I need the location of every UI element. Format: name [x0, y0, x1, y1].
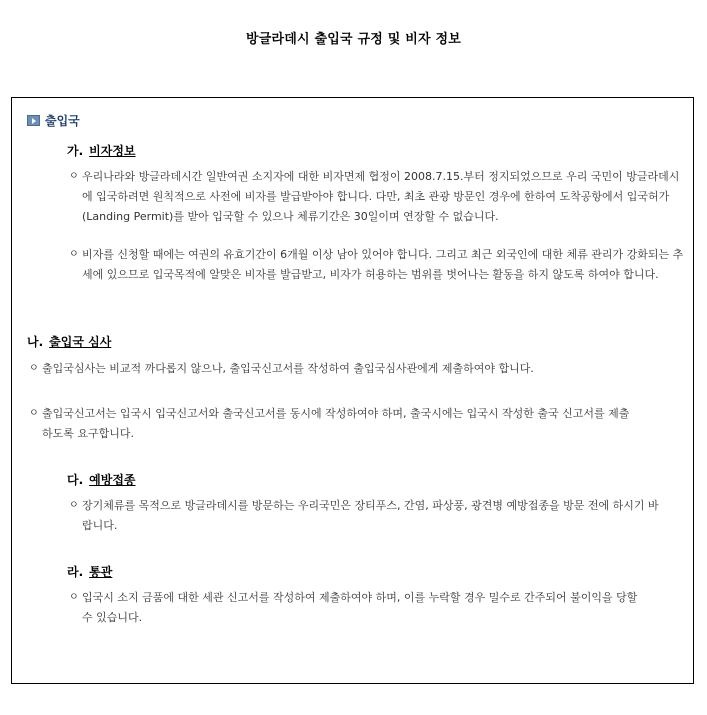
- immigration-item-1-text: 출입국심사는 비교적 까다롭지 않으나, 출입국신고서를 작성하여 출입국심사관에게 제출하여야 합니다.: [42, 362, 534, 375]
- bullet-icon: ㅇ: [69, 500, 79, 511]
- immigration-title: 출입국 심사: [49, 335, 112, 349]
- bullet-icon: ㅇ: [69, 592, 79, 603]
- vaccination-item-1-text: 장기체류를 목적으로 방글라데시를 방문하는 우리국민은 장티푸스, 간염, 파상풍, 광견병 예방접종을 방문 전에 하시기 바랍니다.: [82, 499, 659, 532]
- immigration-item-1: [29, 359, 639, 379]
- visa-item-2: [69, 245, 684, 285]
- visa-heading: [67, 142, 136, 159]
- immigration-item-2: [29, 404, 639, 444]
- customs-item-1: [69, 588, 649, 628]
- immigration-item-2-text: 출입국신고서는 입국시 입국신고서와 출국신고서를 동시에 작성하여야 하며, 출국시에는 입국시 작성한 출국 신고서를 제출하도록 요구합니다.: [42, 407, 630, 440]
- visa-item-1-text: 우리나라와 방글라데시간 일반여권 소지자에 대한 비자면제 협정이 2008.7.15.부터 정지되었으므로 우리 국민이 방글라데시에 입국하려면 원칙적으로 사전에 비자를 발급받아야 합니다. 다만, 최초 관광 방문인 경우에 한하여 도착공항에서 입국허가(Landing Permit)를 받아 입국할 수 있으나 체류기간은 30일이며 연장할 수 없습니다.: [82, 170, 680, 223]
- immigration-index: 나.: [27, 335, 44, 349]
- vaccination-item-1: [69, 496, 669, 536]
- vaccination-index: 다.: [67, 473, 84, 487]
- bullet-icon: ㅇ: [29, 363, 39, 374]
- section-arrow-icon: [27, 115, 40, 126]
- immigration-heading: [27, 333, 111, 350]
- page-title: 방글라데시 출입국 규정 및 비자 정보: [246, 32, 461, 47]
- vaccination-heading: [67, 471, 136, 488]
- bullet-icon: ㅇ: [29, 408, 39, 419]
- bullet-icon: ㅇ: [69, 171, 79, 182]
- bullet-icon: ㅇ: [69, 249, 79, 260]
- customs-item-1-text: 입국시 소지 금품에 대한 세관 신고서를 작성하여 제출하여야 하며, 이를 누락할 경우 밀수로 간주되어 불이익을 당할 수 있습니다.: [82, 591, 638, 624]
- section-title: 출입국: [45, 114, 80, 128]
- content-box: [11, 97, 694, 684]
- visa-title: 비자정보: [89, 144, 136, 158]
- visa-item-2-text: 비자를 신청할 때에는 여권의 유효기간이 6개월 이상 남아 있어야 합니다. 그리고 최근 외국인에 대한 체류 관리가 강화되는 추세에 있으므로 입국목적에 알맞은 비자를 발급받고, 비자가 허용하는 범위를 벗어나는 활동을 하지 않도록 하여야 합니다.: [82, 248, 684, 281]
- vaccination-title: 예방접종: [89, 473, 136, 487]
- customs-index: 라.: [67, 565, 84, 579]
- customs-heading: [67, 563, 112, 580]
- visa-index: 가.: [67, 144, 84, 158]
- customs-title: 통관: [89, 565, 113, 579]
- section-header: [27, 112, 80, 129]
- visa-item-1: [69, 167, 684, 227]
